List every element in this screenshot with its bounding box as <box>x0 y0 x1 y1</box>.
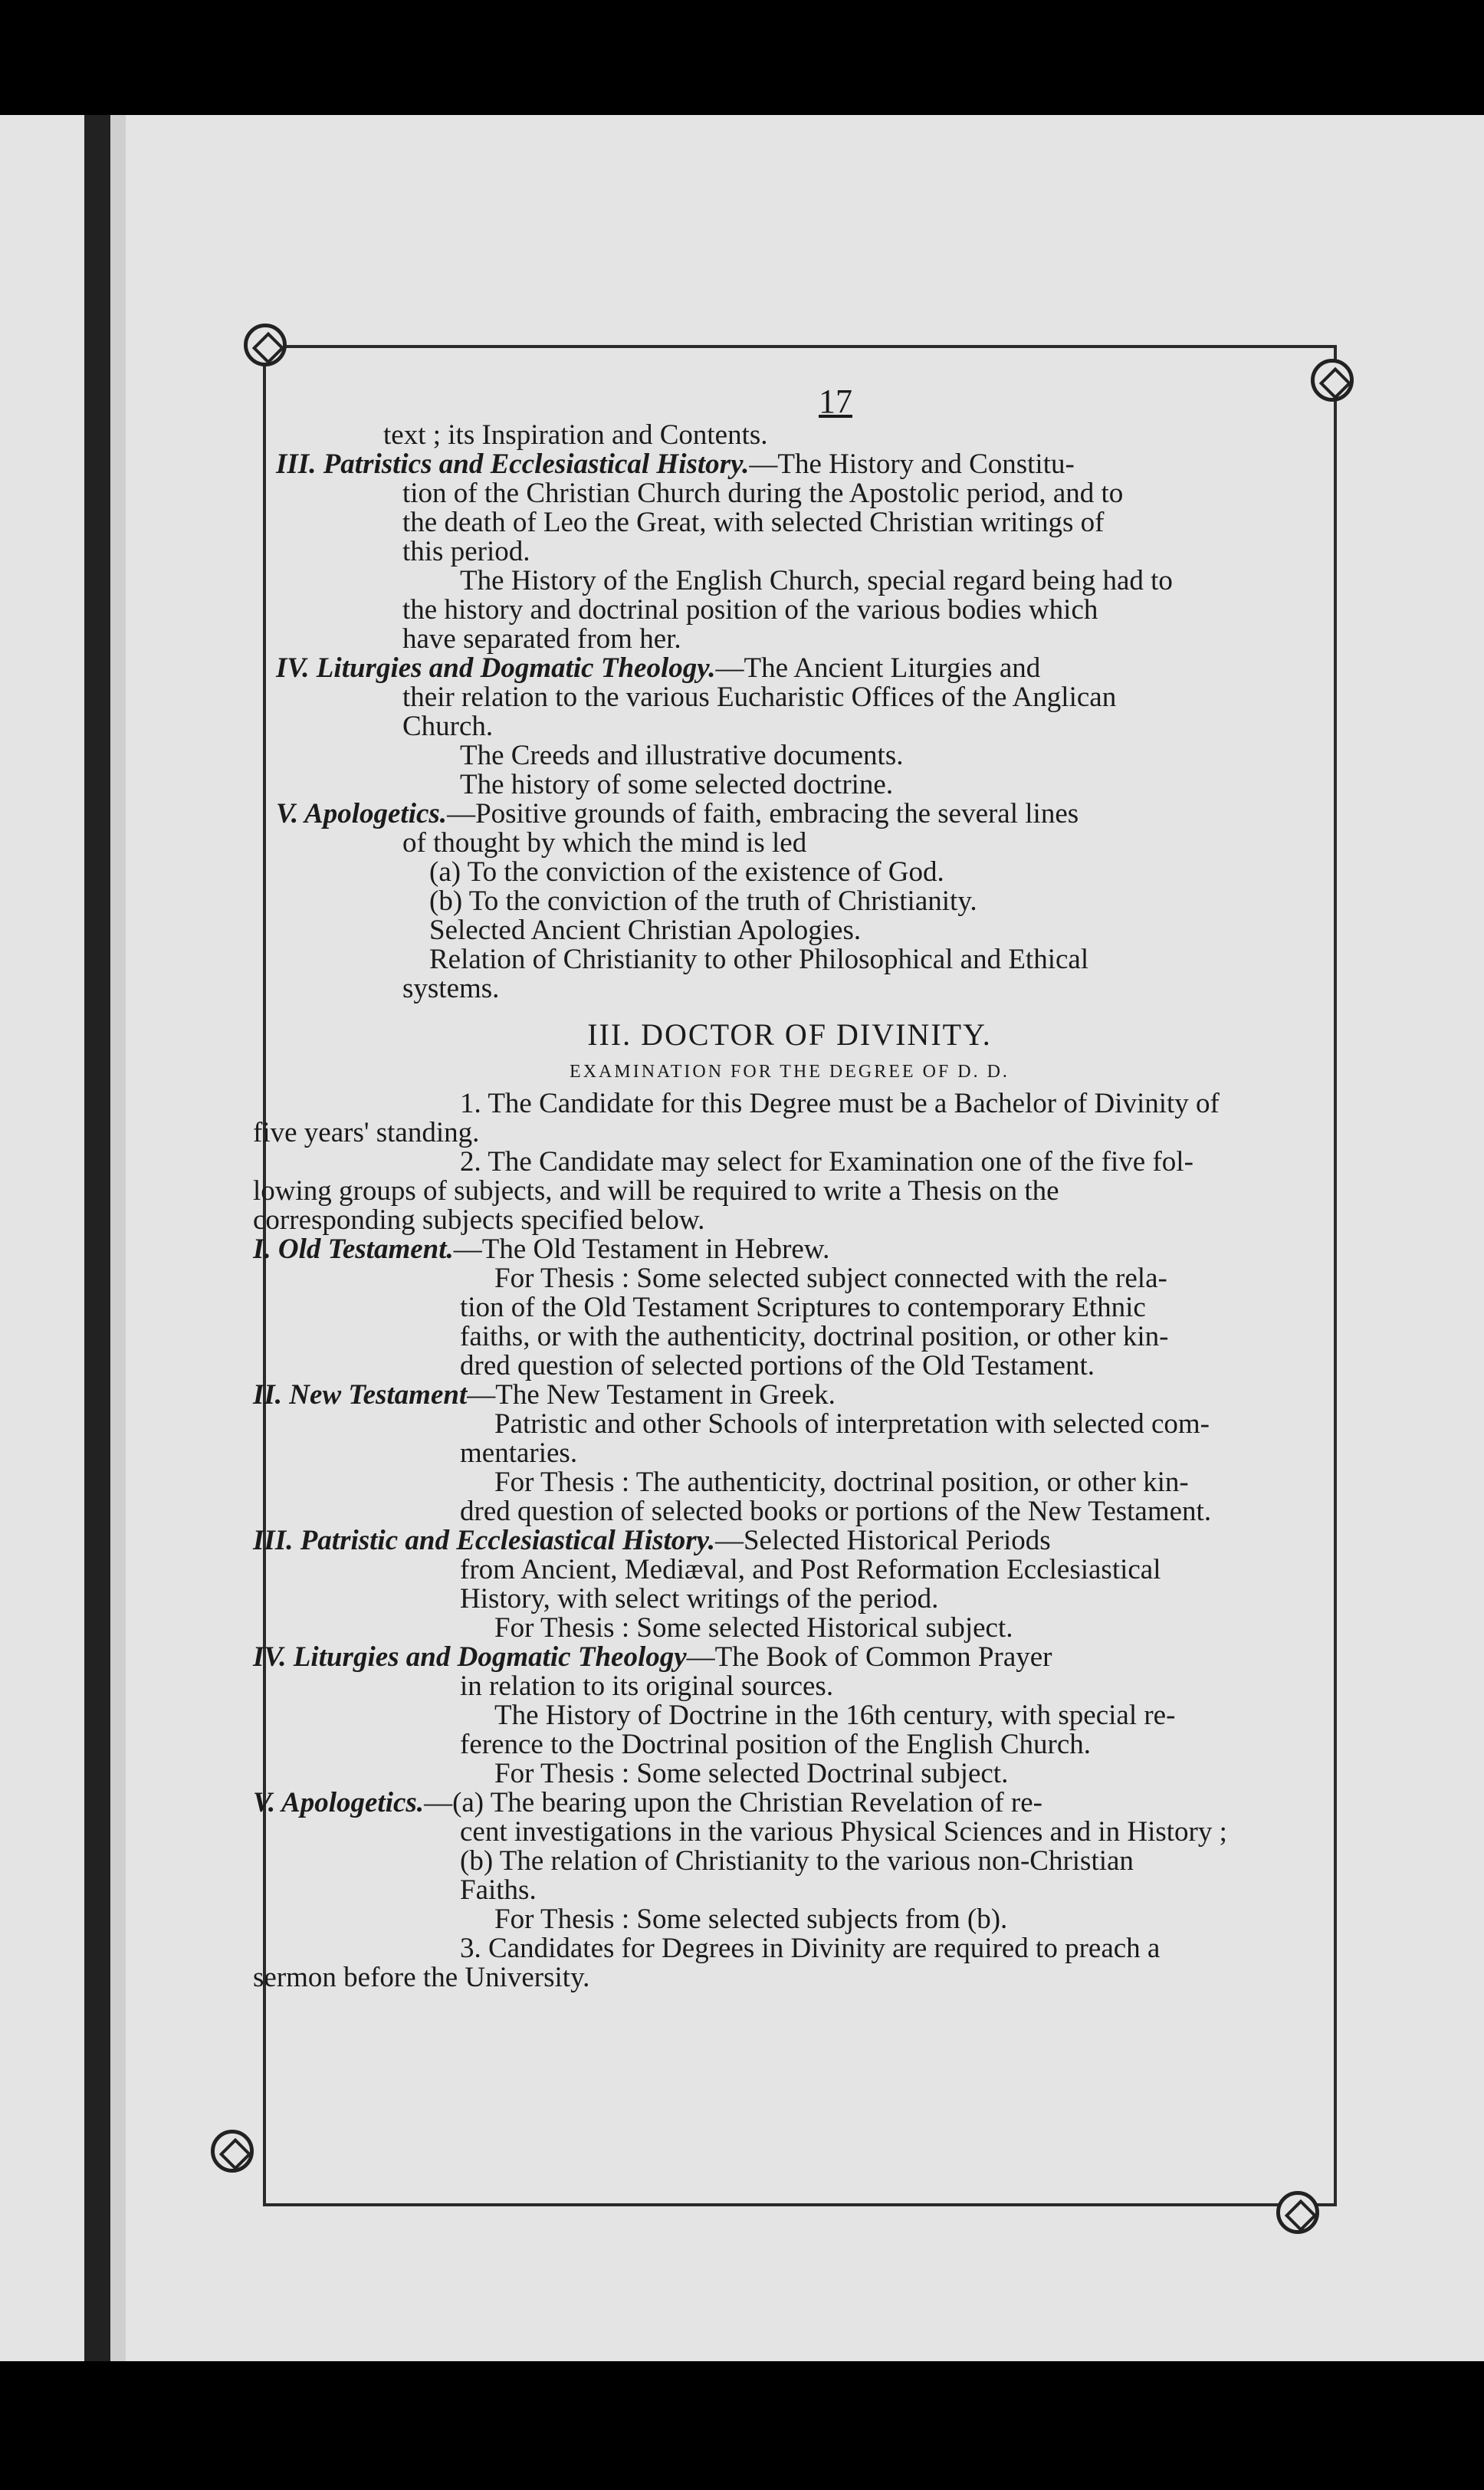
line-text: 1. The Candidate for this Degree must be a Bachelor of Divinity of <box>460 1088 1220 1119</box>
line-text: (b) The relation of Christianity to the various non-Christian <box>460 1845 1134 1877</box>
corner-ornament-bottom-left <box>211 2130 254 2173</box>
line-text: The History of the English Church, special regard being had to <box>460 565 1173 596</box>
text-line <box>253 1847 1326 1876</box>
text-line <box>253 916 1326 945</box>
line-text: —The History and Constitu- <box>749 448 1075 480</box>
line-text: cent investigations in the various Physical Sciences and in History ; <box>460 1816 1227 1848</box>
line-text: —The Book of Common Prayer <box>686 1641 1052 1673</box>
line-text: Faiths. <box>460 1874 537 1906</box>
line-text: —Positive grounds of faith, embracing the several lines <box>447 798 1079 829</box>
text-line <box>253 887 1326 916</box>
line-text: —The Ancient Liturgies and <box>715 652 1041 684</box>
binding-gutter <box>110 115 126 2361</box>
line-text: Selected Ancient Christian Apologies. <box>429 915 862 946</box>
text-line <box>253 1963 1326 1992</box>
line-text: The History of Doctrine in the 16th century, with special re- <box>494 1700 1176 1731</box>
line-text: —The Old Testament in Hebrew. <box>453 1234 830 1265</box>
line-text: (a) To the conviction of the existence of God. <box>429 856 944 888</box>
top-section <box>253 421 1326 1004</box>
line-text: The history of some selected doctrine. <box>460 769 894 800</box>
text-line <box>253 683 1326 712</box>
line-text: faiths, or with the authenticity, doctrinal position, or other kin- <box>460 1321 1169 1352</box>
line-text: For Thesis : Some selected subjects from (b). <box>494 1904 1008 1935</box>
text-line <box>253 1614 1326 1643</box>
line-text: —Selected Historical Periods <box>714 1525 1051 1556</box>
text-line <box>253 1701 1326 1730</box>
text-line <box>253 1468 1326 1497</box>
line-text: in relation to its original sources. <box>460 1670 834 1702</box>
line-text: The Creeds and illustrative documents. <box>460 740 904 771</box>
text-line <box>253 858 1326 887</box>
text-line <box>253 450 1326 479</box>
line-text: dred question of selected books or portions of the New Testament. <box>460 1496 1212 1527</box>
line-text: —The New Testament in Greek. <box>467 1379 836 1411</box>
text-line <box>253 1089 1326 1119</box>
line-text: have separated from her. <box>402 623 681 655</box>
line-text: 2. The Candidate may select for Examination one of the five fol- <box>460 1146 1193 1178</box>
text-line <box>253 1352 1326 1381</box>
section-title: III. DOCTOR OF DIVINITY. <box>587 1017 992 1052</box>
line-text: Church. <box>402 711 494 742</box>
text-line <box>253 508 1326 537</box>
text-line <box>253 1264 1326 1293</box>
text-line <box>253 945 1326 974</box>
text-line <box>253 596 1326 625</box>
line-text: lowing groups of subjects, and will be required to write a Thesis on the <box>253 1175 1059 1207</box>
line-text: corresponding subjects specified below. <box>253 1204 705 1236</box>
text-line <box>253 712 1326 741</box>
text-line <box>253 1293 1326 1322</box>
text-line <box>253 479 1326 508</box>
text-line <box>253 1730 1326 1759</box>
text-line <box>253 829 1326 858</box>
text-line <box>253 1585 1326 1614</box>
page-text <box>253 383 1326 1993</box>
text-line <box>253 1497 1326 1526</box>
line-text: Patristic and other Schools of interpretation with selected com- <box>494 1408 1210 1440</box>
section-subtitle: EXAMINATION FOR THE DEGREE OF D. D. <box>570 1062 1010 1082</box>
text-line <box>253 1177 1326 1206</box>
text-line <box>253 1934 1326 1963</box>
page-number: 17 <box>819 383 852 420</box>
line-text: dred question of selected portions of the Old Testament. <box>460 1350 1095 1381</box>
line-text: —(a) The bearing upon the Christian Revelation of re- <box>424 1787 1042 1818</box>
line-text: For Thesis : Some selected Doctrinal subject. <box>494 1758 1009 1789</box>
line-text: this period. <box>402 536 530 567</box>
line-text: the history and doctrinal position of the various bodies which <box>402 594 1098 626</box>
text-line <box>253 1206 1326 1235</box>
line-text: their relation to the various Eucharistic Offices of the Anglican <box>402 682 1117 713</box>
line-text: sermon before the University. <box>253 1962 590 1993</box>
section-label: III. Patristic and Ecclesiastical History. <box>253 1525 715 1556</box>
section-label: II. New Testament <box>253 1379 468 1411</box>
text-line <box>253 1526 1326 1555</box>
section-label: V. Apologetics. <box>276 798 448 829</box>
line-text: Relation of Christianity to other Philosophical and Ethical <box>429 944 1089 975</box>
text-line <box>253 654 1326 683</box>
text-line <box>253 741 1326 770</box>
corner-ornament-bottom-right <box>1276 2191 1319 2234</box>
section-label: IV. Liturgies and Dogmatic Theology. <box>276 652 716 684</box>
text-line <box>253 625 1326 654</box>
text-line <box>253 770 1326 800</box>
book-binding <box>84 115 110 2361</box>
section-label: I. Old Testament. <box>253 1234 454 1265</box>
line-text: systems. <box>402 973 500 1004</box>
text-line <box>253 1148 1326 1177</box>
line-text: For Thesis : Some selected Historical subject. <box>494 1612 1013 1644</box>
line-text: tion of the Old Testament Scriptures to contemporary Ethnic <box>460 1292 1146 1323</box>
section-label: III. Patristics and Ecclesiastical History. <box>276 448 750 480</box>
line-text: of thought by which the mind is led <box>402 827 807 859</box>
text-line <box>253 1876 1326 1905</box>
text-line <box>253 1672 1326 1701</box>
text-line <box>253 1381 1326 1410</box>
line-text: History, with select writings of the period. <box>460 1583 939 1615</box>
text-line <box>253 1439 1326 1468</box>
line-text: (b) To the conviction of the truth of Christianity. <box>429 885 977 917</box>
line-text: from Ancient, Mediæval, and Post Reformation Ecclesiastical <box>460 1554 1161 1585</box>
text-line <box>253 1119 1326 1148</box>
line-text: For Thesis : The authenticity, doctrinal position, or other kin- <box>494 1467 1189 1498</box>
text-line <box>253 537 1326 567</box>
text-line <box>253 1789 1326 1818</box>
line-text: the death of Leo the Great, with selected Christian writings of <box>402 507 1105 538</box>
text-line <box>253 1555 1326 1585</box>
corner-ornament-top-left <box>244 324 287 366</box>
text-line <box>253 1643 1326 1672</box>
line-text: For Thesis : Some selected subject connected with the rela- <box>494 1263 1167 1294</box>
text-line <box>253 1759 1326 1789</box>
text-line <box>253 1322 1326 1352</box>
bottom-section <box>253 1089 1326 1992</box>
line-text: text ; its Inspiration and Contents. <box>383 419 768 451</box>
text-line <box>253 1235 1326 1264</box>
text-line <box>253 1905 1326 1934</box>
text-line <box>253 974 1326 1004</box>
line-text: tion of the Christian Church during the Apostolic period, and to <box>402 478 1124 509</box>
text-line <box>253 421 1326 450</box>
text-line <box>253 567 1326 596</box>
line-text: ference to the Doctrinal position of the English Church. <box>460 1729 1092 1760</box>
line-text: mentaries. <box>460 1437 578 1469</box>
text-line <box>253 1818 1326 1847</box>
section-label: IV. Liturgies and Dogmatic Theology <box>253 1641 687 1673</box>
section-label: V. Apologetics. <box>253 1787 425 1818</box>
line-text: five years' standing. <box>253 1117 480 1148</box>
text-line <box>253 1410 1326 1439</box>
line-text: 3. Candidates for Degrees in Divinity are required to preach a <box>460 1933 1161 1964</box>
text-line <box>253 800 1326 829</box>
